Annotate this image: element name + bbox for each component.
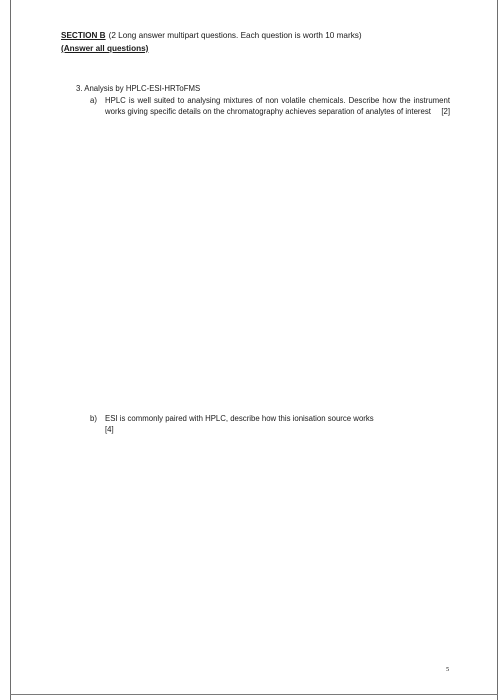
page-number: 5 xyxy=(446,666,450,673)
section-header xyxy=(61,31,362,40)
section-label: SECTION B xyxy=(61,31,106,40)
part-a-marks: [2] xyxy=(441,107,450,117)
part-a-letter: a) xyxy=(90,96,97,105)
part-a-text: HPLC is well suited to analysing mixtures of non volatile chemicals. Describe how the instrument works giving specific details on the chromatography achieves separation of analytes of interest xyxy=(105,96,450,117)
page-bottom-edge xyxy=(10,694,498,695)
question-heading: 3. Analysis by HPLC-ESI-HRToFMS xyxy=(76,84,201,93)
part-a-text-block xyxy=(105,95,450,118)
question-part-b xyxy=(90,413,450,436)
page-left-edge xyxy=(10,0,11,700)
question-part-a xyxy=(90,95,450,118)
part-b-letter: b) xyxy=(90,414,97,423)
section-note: (2 Long answer multipart questions. Each question is worth 10 marks) xyxy=(108,31,362,40)
part-b-text: ESI is commonly paired with HPLC, describe how this ionisation source works xyxy=(105,414,374,423)
part-b-text-block xyxy=(105,413,450,436)
section-instruction: (Answer all questions) xyxy=(61,44,149,53)
page-right-edge xyxy=(497,0,498,700)
part-b-marks: [4] xyxy=(105,425,114,435)
